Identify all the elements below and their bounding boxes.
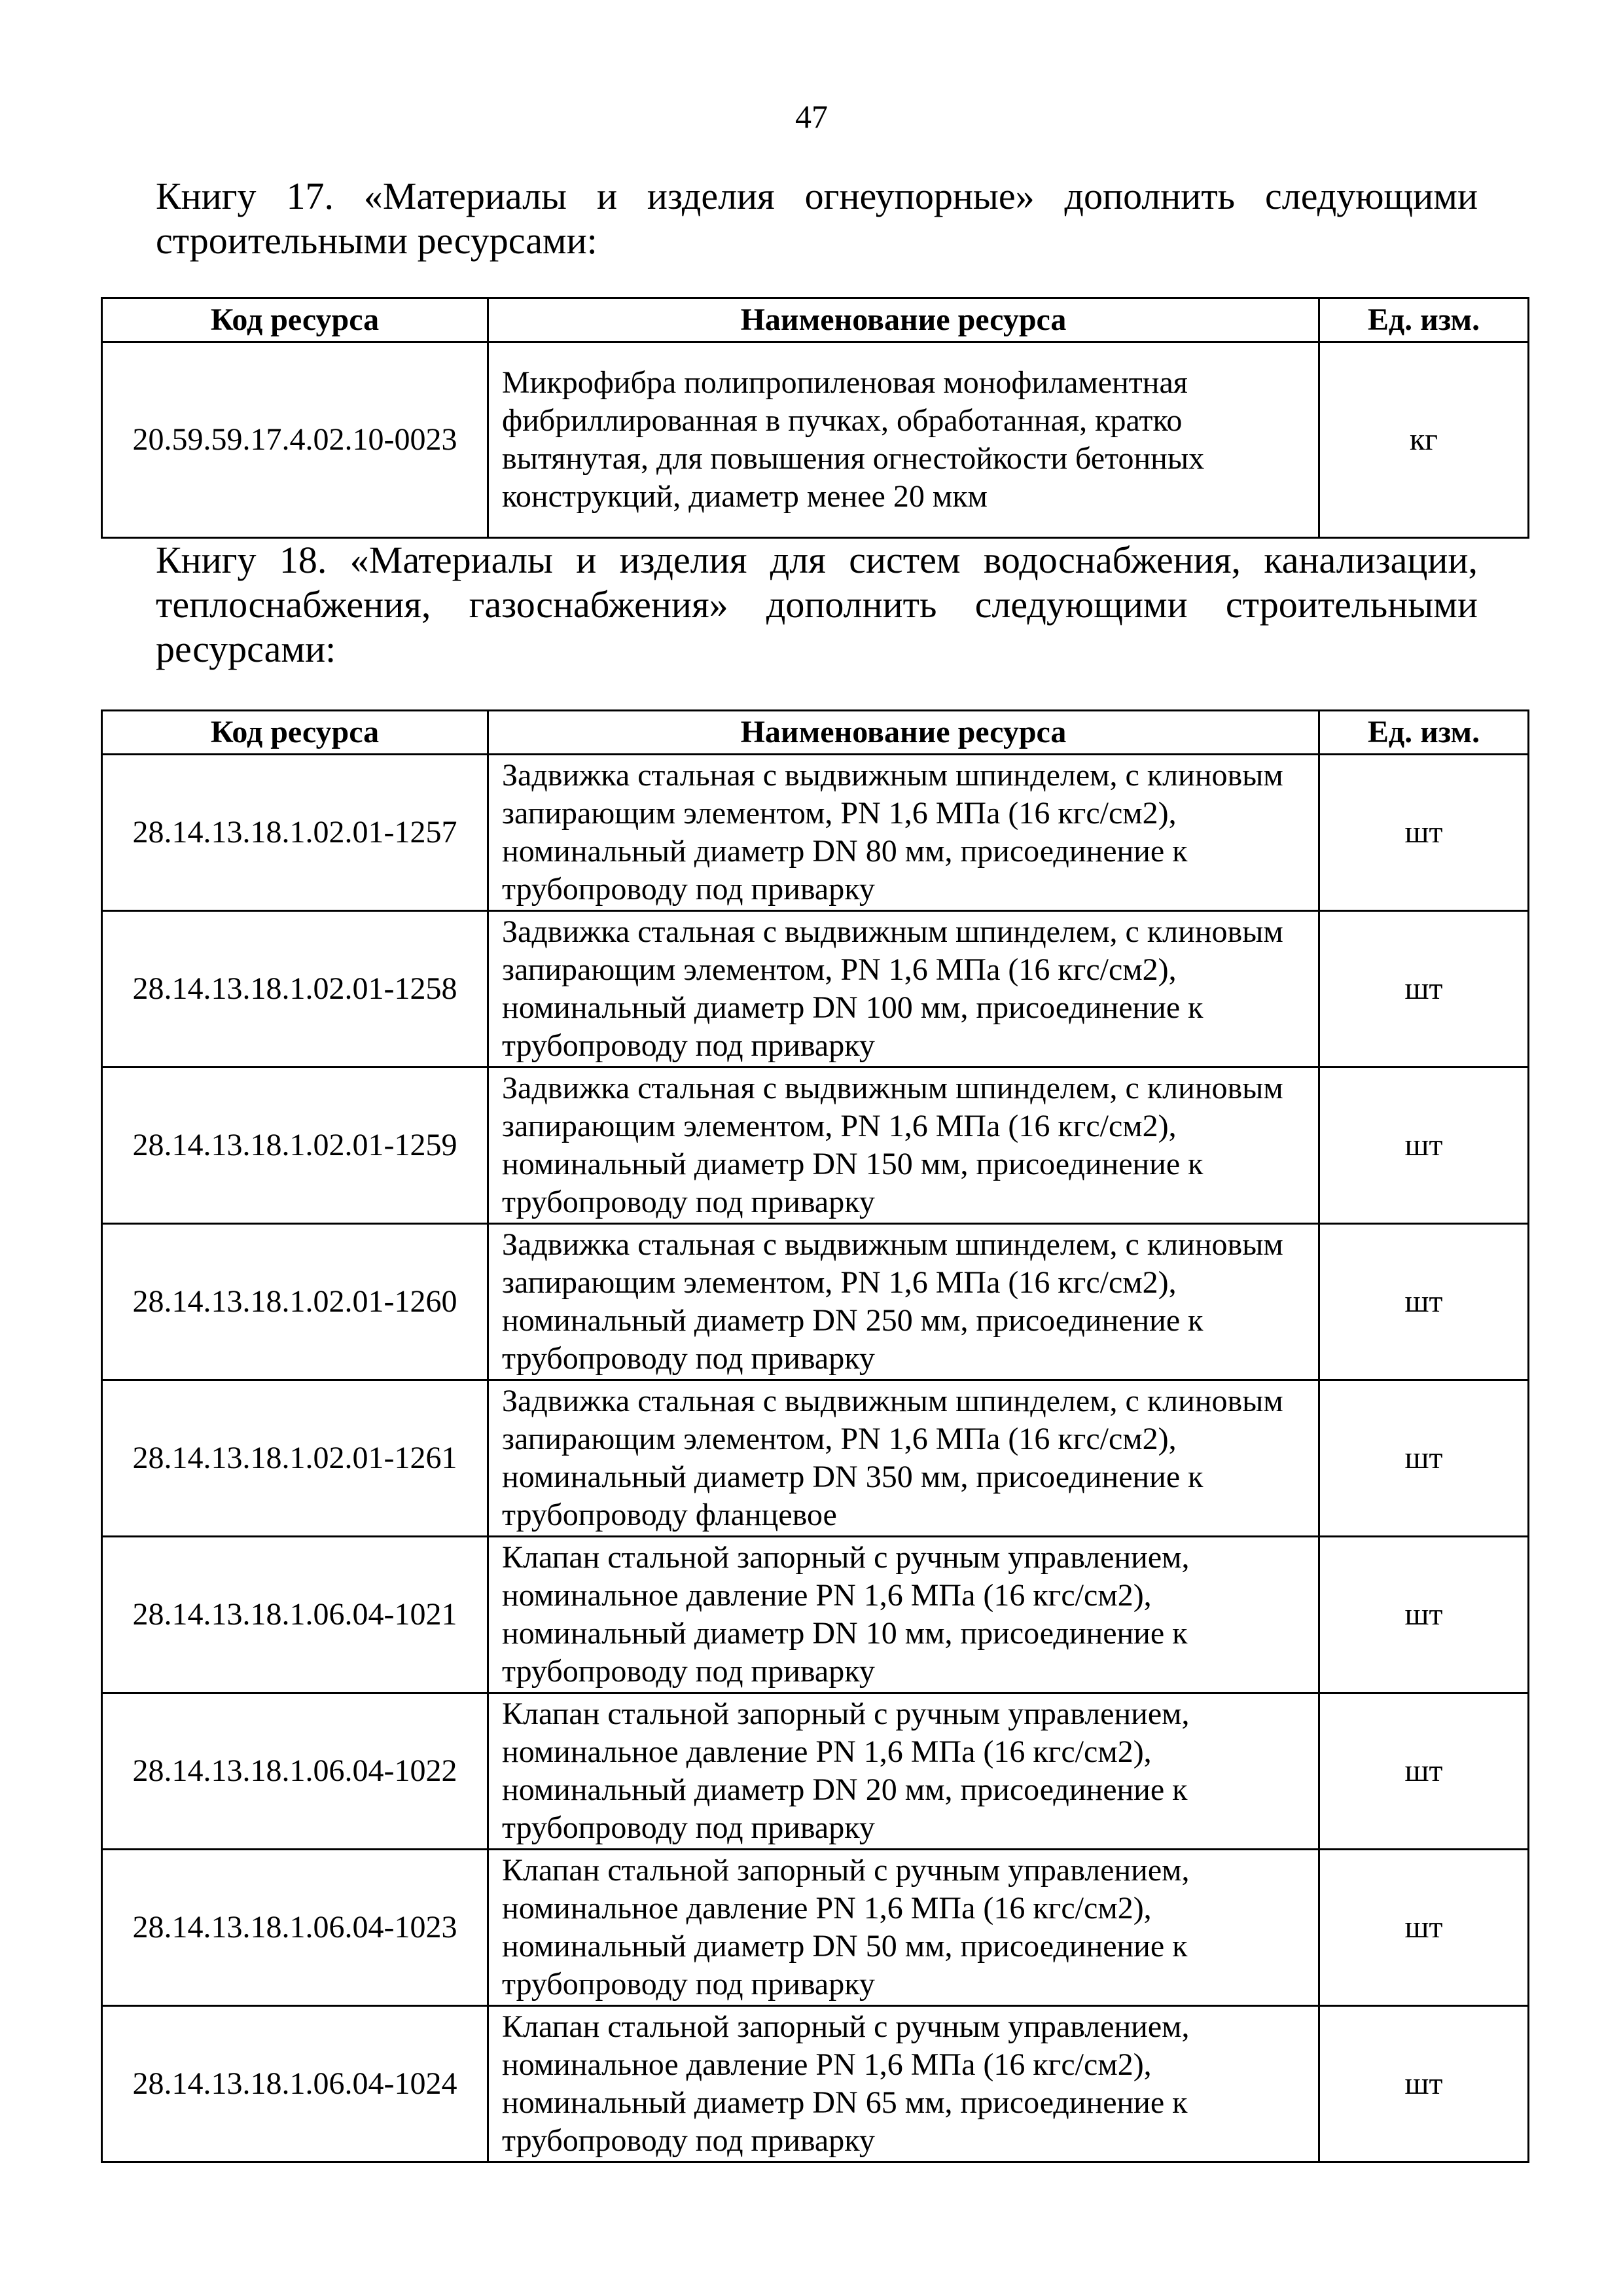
resource-name: Клапан стальной запорный с ручным управлением, номинальное давление PN 1,6 МПа (16 кгс/см2), номинальный диаметр DN 65 мм, присоединение к трубопроводу под приварку [488,2006,1319,2162]
page-number: 47 [795,98,828,135]
table-row [102,1693,1529,1850]
table-row [102,342,1529,538]
resource-name: Клапан стальной запорный с ручным управлением, номинальное давление PN 1,6 МПа (16 кгс/см2), номинальный диаметр DN 10 мм, присоединение к трубопроводу под приварку [488,1537,1319,1693]
header-unit: Ед. изм. [1319,711,1529,755]
resource-unit: шт [1319,755,1529,911]
resource-unit: шт [1319,2006,1529,2162]
resource-code: 28.14.13.18.1.02.01-1259 [102,1067,488,1224]
resource-name: Задвижка стальная с выдвижным шпинделем, с клиновым запирающим элементом, PN 1,6 МПа (16 кгс/см2), номинальный диаметр DN 100 мм, присоединение к трубопроводу под приварку [488,911,1319,1067]
resource-code: 28.14.13.18.1.02.01-1258 [102,911,488,1067]
header-name: Наименование ресурса [488,711,1319,755]
resource-table-book-18 [101,709,1529,2163]
resource-unit: шт [1319,1380,1529,1537]
resource-code: 28.14.13.18.1.06.04-1024 [102,2006,488,2162]
table-row [102,1224,1529,1380]
resource-name: Микрофибра полипропиленовая монофиламентная фибриллированная в пучках, обработанная, кратко вытянутая, для повышения огнестойкости бетонных конструкций, диаметр менее 20 мкм [488,342,1319,538]
header-code: Код ресурса [102,711,488,755]
resource-unit: шт [1319,911,1529,1067]
section-17-intro: Книгу 17. «Материалы и изделия огнеупорные» дополнить следующими строительными ресурсами: [156,175,1478,262]
header-unit: Ед. изм. [1319,298,1529,342]
resource-code: 28.14.13.18.1.02.01-1260 [102,1224,488,1380]
resource-name: Задвижка стальная с выдвижным шпинделем, с клиновым запирающим элементом, PN 1,6 МПа (16 кгс/см2), номинальный диаметр DN 350 мм, присоединение к трубопроводу фланцевое [488,1380,1319,1537]
table-row [102,911,1529,1067]
resource-unit: шт [1319,1850,1529,2006]
resource-code: 28.14.13.18.1.06.04-1021 [102,1537,488,1693]
resource-code: 28.14.13.18.1.06.04-1023 [102,1850,488,2006]
section-18-intro: Книгу 18. «Материалы и изделия для систем водоснабжения, канализации, теплоснабжения, газоснабжения» дополнить следующими строительными ресурсами: [156,539,1478,670]
resource-name: Задвижка стальная с выдвижным шпинделем, с клиновым запирающим элементом, PN 1,6 МПа (16 кгс/см2), номинальный диаметр DN 150 мм, присоединение к трубопроводу под приварку [488,1067,1319,1224]
resource-unit: шт [1319,1067,1529,1224]
table-row [102,2006,1529,2162]
resource-unit: шт [1319,1693,1529,1850]
resource-name: Клапан стальной запорный с ручным управлением, номинальное давление PN 1,6 МПа (16 кгс/см2), номинальный диаметр DN 20 мм, присоединение к трубопроводу под приварку [488,1693,1319,1850]
table-header-row [102,711,1529,755]
table-header-row [102,298,1529,342]
resource-unit: кг [1319,342,1529,538]
table-row [102,1380,1529,1537]
resource-name: Задвижка стальная с выдвижным шпинделем, с клиновым запирающим элементом, PN 1,6 МПа (16 кгс/см2), номинальный диаметр DN 250 мм, присоединение к трубопроводу под приварку [488,1224,1319,1380]
resource-code: 20.59.59.17.4.02.10-0023 [102,342,488,538]
resource-table-book-17 [101,297,1529,539]
resource-name: Задвижка стальная с выдвижным шпинделем, с клиновым запирающим элементом, PN 1,6 МПа (16 кгс/см2), номинальный диаметр DN 80 мм, присоединение к трубопроводу под приварку [488,755,1319,911]
resource-unit: шт [1319,1224,1529,1380]
header-name: Наименование ресурса [488,298,1319,342]
table-row [102,1850,1529,2006]
table-row [102,1537,1529,1693]
header-code: Код ресурса [102,298,488,342]
resource-code: 28.14.13.18.1.02.01-1261 [102,1380,488,1537]
table-row [102,755,1529,911]
table-row [102,1067,1529,1224]
resource-unit: шт [1319,1537,1529,1693]
resource-code: 28.14.13.18.1.02.01-1257 [102,755,488,911]
resource-code: 28.14.13.18.1.06.04-1022 [102,1693,488,1850]
resource-name: Клапан стальной запорный с ручным управлением, номинальное давление PN 1,6 МПа (16 кгс/см2), номинальный диаметр DN 50 мм, присоединение к трубопроводу под приварку [488,1850,1319,2006]
